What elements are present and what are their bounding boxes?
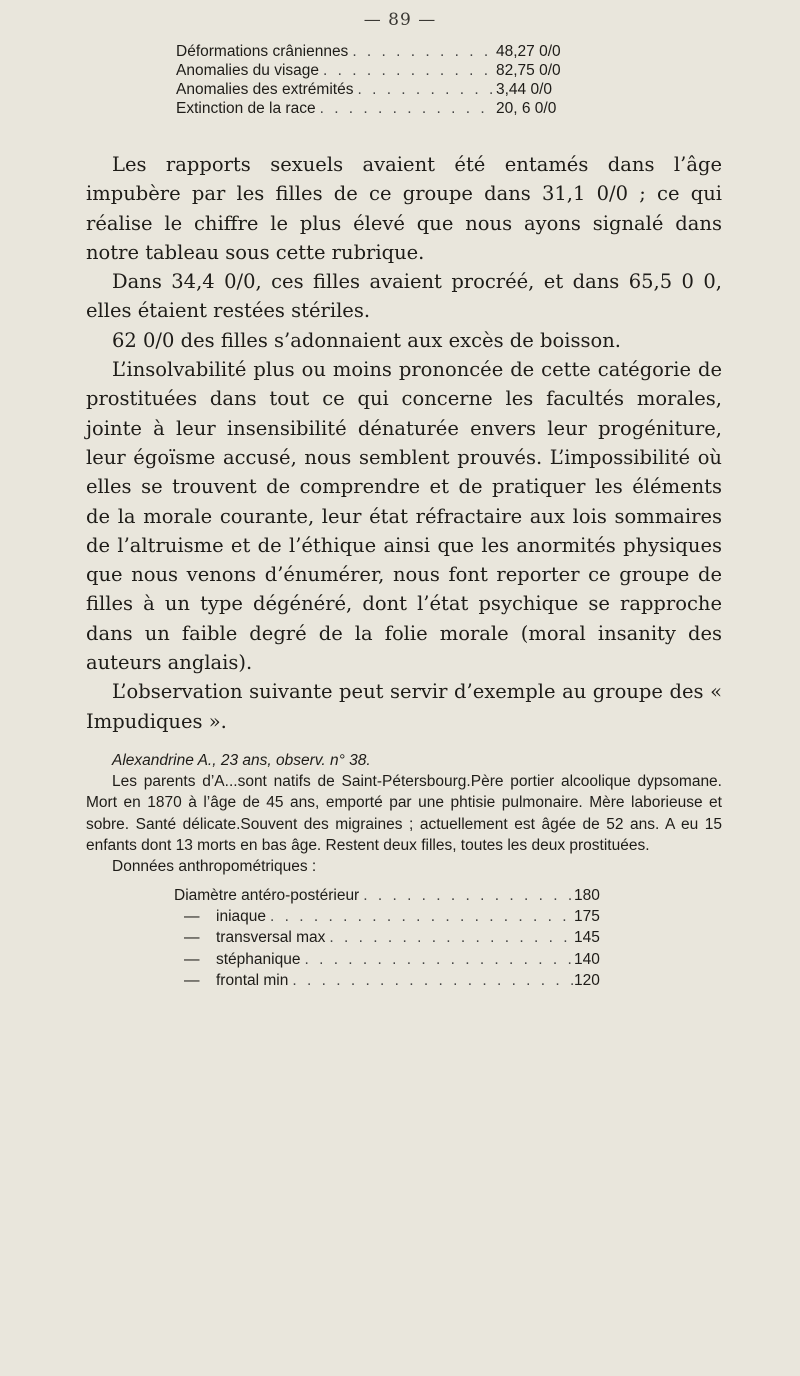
dot-leader — [300, 949, 574, 970]
stat-row — [176, 42, 616, 61]
stat-label: Anomalies des extrémités — [176, 81, 354, 98]
paragraph: Dans 34,4 0/0, ces filles avaient procréé, et dans 65,5 0 0, elles étaient restées stériles. — [86, 270, 722, 323]
body-text — [86, 150, 722, 736]
measurement-dash: — — [184, 950, 200, 968]
stat-label: Déformations crâniennes — [176, 43, 349, 60]
statistics-table — [176, 42, 616, 118]
observation-heading: Alexandrine A., 23 ans, observ. n° 38. — [112, 752, 371, 769]
measurement-label: — frontal min — [174, 970, 288, 991]
dot-leader — [359, 885, 574, 906]
stat-value: 48,27 0/0 — [496, 43, 561, 60]
observation-text: Les parents d’A...sont natifs de Saint-Pétersbourg.Père portier alcoolique dypsomane. Mort en 1870 à l’âge de 45 ans, emporté par une phtisie pulmonaire. Mère laborieuse et sobre. Santé délicate.Souvent des migraines ; actuellement est âgée de 52 ans. A eu 15 enfants dont 13 morts en bas âge. Restent deux filles, toutes les deux prostituées. — [86, 773, 722, 854]
measurement-row — [174, 949, 614, 970]
measurement-label: — iniaque — [174, 906, 266, 927]
dot-leader — [348, 42, 496, 61]
measurement-value: 180 — [574, 887, 600, 904]
measurement-row — [174, 970, 614, 991]
measurement-value: 120 — [574, 971, 600, 989]
measurement-row — [174, 906, 614, 927]
measurement-dash: — — [184, 908, 200, 926]
measurement-row — [174, 885, 614, 906]
page-number: — 89 — — [363, 10, 437, 30]
measurement-dash: — — [184, 971, 200, 989]
paragraph: L’insolvabilité plus ou moins prononcée de cette catégorie de prostituées dans tout ce qui concerne les facultés morales, jointe à leur insensibilité dénaturée envers leur progéniture, leur égoïsme accusé, nous semblent prouvés. L’impossibilité où elles se trouvent de comprendre et de pratiquer les éléments de la morale courante, leur état réfractaire aux lois sommaires de l’altruisme et de l’éthique ainsi que les anormités physiques que nous venons d’énumérer, nous font reporter ce groupe de filles à un type dégénéré, dont l’état psychique se rapproche dans un faible degré de la folie morale (moral insanity des auteurs anglais). — [86, 358, 722, 675]
paragraph: 62 0/0 des filles s’adonnaient aux excès de boisson. — [112, 328, 621, 352]
dot-leader — [316, 99, 496, 118]
measurement-dash: — — [184, 929, 200, 947]
dot-leader — [319, 61, 496, 80]
dot-leader — [353, 80, 496, 99]
stat-label: Anomalies du visage — [176, 62, 320, 79]
measurement-row — [174, 927, 614, 948]
dot-leader — [288, 970, 574, 991]
stat-row — [176, 61, 616, 80]
dot-leader — [266, 906, 574, 927]
dot-leader — [325, 927, 574, 948]
stat-value: 82,75 0/0 — [496, 62, 561, 79]
paragraph: Les rapports sexuels avaient été entamés dans l’âge impubère par les filles de ce groupe dans 31,1 0/0 ; ce qui réalise le chiffre le plus élevé que nous ayons signalé dans notre tableau sous cette rubrique. — [86, 153, 722, 264]
paragraph: L’observation suivante peut servir d’exemple au groupe des « Impudiques ». — [86, 680, 722, 733]
stat-row — [176, 99, 616, 118]
measurements-table — [174, 885, 614, 991]
stat-label: Extinction de la race — [176, 100, 316, 117]
measurement-value: 140 — [574, 950, 600, 968]
measurement-label: — transversal max — [174, 927, 325, 948]
measurement-label: Diamètre antéro-postérieur — [174, 887, 360, 904]
stat-row — [176, 80, 616, 99]
measurement-value: 175 — [574, 908, 600, 926]
stat-value: 3,44 0/0 — [496, 81, 553, 98]
measurement-value: 145 — [574, 929, 600, 947]
stat-value: 20, 6 0/0 — [496, 100, 557, 117]
observation-block — [86, 750, 722, 877]
anthropometric-title: Données anthropométriques : — [112, 858, 317, 876]
measurement-label: — stéphanique — [174, 949, 300, 970]
